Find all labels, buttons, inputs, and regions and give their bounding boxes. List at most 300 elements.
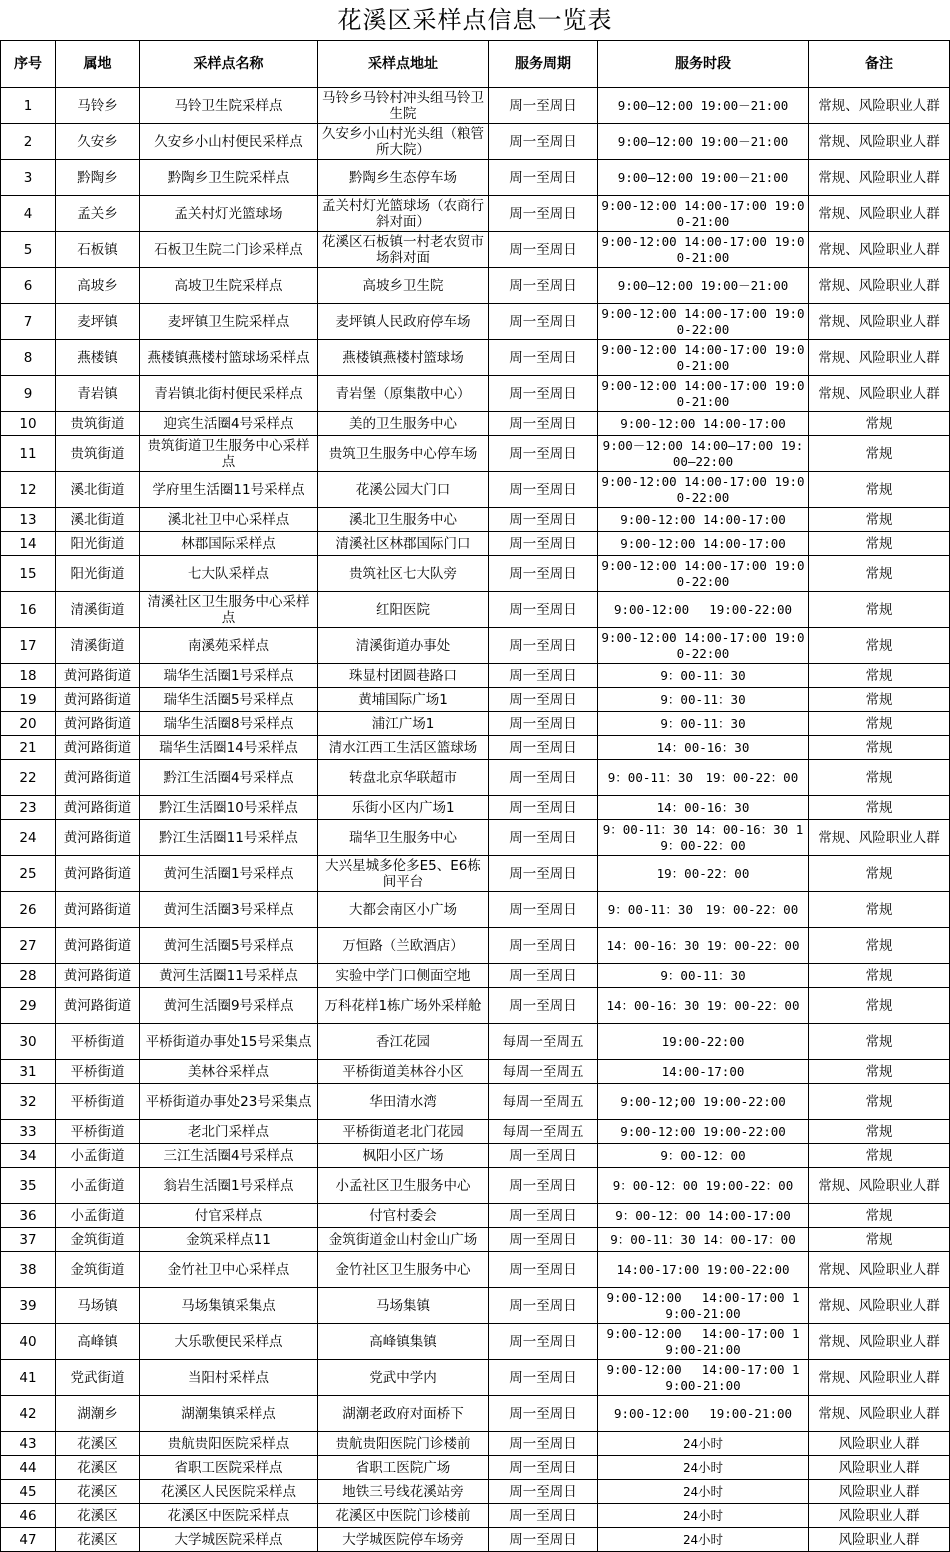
cell-service-hours: 9:00-12;00 19:00-22:00 — [598, 1084, 809, 1120]
cell-site-address: 清溪街道办事处 — [318, 628, 489, 664]
cell-index: 27 — [1, 928, 56, 964]
table-row — [1, 340, 950, 376]
table-row — [1, 760, 950, 796]
cell-remarks: 风险职业人群 — [809, 1432, 950, 1456]
cell-service-hours: 9：00-11：30 14：00-16：30 19：00-22：00 — [598, 820, 809, 856]
cell-index: 30 — [1, 1024, 56, 1060]
cell-remarks: 常规 — [809, 664, 950, 688]
cell-district: 马铃乡 — [56, 88, 140, 124]
cell-site-address: 贵筑卫生服务中心停车场 — [318, 436, 489, 472]
cell-service-days: 周一至周日 — [489, 1360, 598, 1396]
table-row — [1, 556, 950, 592]
cell-index: 45 — [1, 1480, 56, 1504]
cell-service-hours: 9:00-12:00 14:00-17:00 — [598, 412, 809, 436]
cell-remarks: 常规、风险职业人群 — [809, 196, 950, 232]
cell-index: 26 — [1, 892, 56, 928]
cell-district: 黄河路街道 — [56, 892, 140, 928]
cell-district: 黄河路街道 — [56, 928, 140, 964]
cell-remarks: 常规 — [809, 856, 950, 892]
cell-district: 黄河路街道 — [56, 796, 140, 820]
cell-site-name: 黄河生活圈3号采样点 — [140, 892, 318, 928]
cell-district: 高坡乡 — [56, 268, 140, 304]
cell-site-name: 瑞华生活圈5号采样点 — [140, 688, 318, 712]
cell-service-days: 周一至周日 — [489, 232, 598, 268]
cell-site-name: 迎宾生活圈4号采样点 — [140, 412, 318, 436]
cell-district: 黄河路街道 — [56, 664, 140, 688]
cell-index: 1 — [1, 88, 56, 124]
cell-remarks: 常规、风险职业人群 — [809, 1288, 950, 1324]
cell-service-hours: 24小时 — [598, 1480, 809, 1504]
table-row — [1, 1360, 950, 1396]
cell-index: 35 — [1, 1168, 56, 1204]
cell-service-days: 周一至周日 — [489, 556, 598, 592]
cell-site-address: 地铁三号线花溪站旁 — [318, 1480, 489, 1504]
cell-remarks: 常规 — [809, 1024, 950, 1060]
cell-service-days: 周一至周日 — [489, 1528, 598, 1552]
cell-district: 黄河路街道 — [56, 856, 140, 892]
cell-district: 阳光街道 — [56, 556, 140, 592]
sampling-points-table — [0, 40, 950, 1552]
header-service-hours: 服务时段 — [598, 41, 809, 88]
cell-service-days: 周一至周日 — [489, 688, 598, 712]
cell-service-days: 周一至周日 — [489, 1144, 598, 1168]
cell-service-days: 周一至周日 — [489, 1204, 598, 1228]
cell-service-hours: 14:00-17:00 19:00-22:00 — [598, 1252, 809, 1288]
cell-site-address: 马场集镇 — [318, 1288, 489, 1324]
cell-service-days: 周一至周日 — [489, 376, 598, 412]
cell-site-address: 花溪公园大门口 — [318, 472, 489, 508]
cell-district: 黄河路街道 — [56, 736, 140, 760]
cell-site-address: 香江花园 — [318, 1024, 489, 1060]
cell-service-days: 周一至周日 — [489, 664, 598, 688]
table-row — [1, 664, 950, 688]
cell-remarks: 常规 — [809, 472, 950, 508]
cell-service-days: 周一至周日 — [489, 160, 598, 196]
cell-remarks: 常规 — [809, 736, 950, 760]
cell-service-hours: 19:00-22:00 — [598, 1024, 809, 1060]
table-row — [1, 1504, 950, 1528]
cell-site-address: 金筑街道金山村金山广场 — [318, 1228, 489, 1252]
cell-remarks: 常规 — [809, 988, 950, 1024]
cell-site-address: 枫阳小区广场 — [318, 1144, 489, 1168]
cell-remarks: 常规 — [809, 1060, 950, 1084]
cell-index: 40 — [1, 1324, 56, 1360]
cell-service-days: 周一至周日 — [489, 268, 598, 304]
cell-district: 黄河路街道 — [56, 988, 140, 1024]
cell-district: 黄河路街道 — [56, 712, 140, 736]
cell-site-address: 华田清水湾 — [318, 1084, 489, 1120]
table-row — [1, 1084, 950, 1120]
cell-service-hours: 9：00-12：00 14:00-17:00 — [598, 1204, 809, 1228]
cell-site-address: 付官村委会 — [318, 1204, 489, 1228]
cell-remarks: 常规 — [809, 532, 950, 556]
table-row — [1, 1144, 950, 1168]
table-row — [1, 1204, 950, 1228]
cell-site-address: 党武中学内 — [318, 1360, 489, 1396]
cell-site-address: 清溪社区林郡国际门口 — [318, 532, 489, 556]
cell-remarks: 常规 — [809, 892, 950, 928]
cell-index: 10 — [1, 412, 56, 436]
cell-remarks: 常规 — [809, 796, 950, 820]
cell-site-name: 南溪苑采样点 — [140, 628, 318, 664]
cell-site-name: 清溪社区卫生服务中心采样点 — [140, 592, 318, 628]
cell-district: 贵筑街道 — [56, 436, 140, 472]
cell-service-hours: 9：00-12：00 — [598, 1144, 809, 1168]
cell-district: 黄河路街道 — [56, 688, 140, 712]
cell-index: 3 — [1, 160, 56, 196]
cell-index: 47 — [1, 1528, 56, 1552]
cell-district: 贵筑街道 — [56, 412, 140, 436]
table-row — [1, 268, 950, 304]
cell-remarks: 常规、风险职业人群 — [809, 1168, 950, 1204]
cell-district: 平桥街道 — [56, 1060, 140, 1084]
cell-district: 黄河路街道 — [56, 820, 140, 856]
table-row — [1, 1024, 950, 1060]
cell-remarks: 常规、风险职业人群 — [809, 340, 950, 376]
cell-service-hours: 9:00-12:00 14:00-17:00 19:00-21:00 — [598, 232, 809, 268]
cell-site-address: 大兴星城多伦多E5、E6栋间平台 — [318, 856, 489, 892]
cell-site-name: 林郡国际采样点 — [140, 532, 318, 556]
cell-site-name: 黔江生活圈11号采样点 — [140, 820, 318, 856]
cell-district: 马场镇 — [56, 1288, 140, 1324]
cell-index: 15 — [1, 556, 56, 592]
cell-site-name: 花溪区中医院采样点 — [140, 1504, 318, 1528]
cell-service-hours: 9:00-12:00 14:00-17:00 19:00-22:00 — [598, 628, 809, 664]
cell-site-name: 瑞华生活圈1号采样点 — [140, 664, 318, 688]
cell-site-address: 花溪区中医院门诊楼前 — [318, 1504, 489, 1528]
cell-service-hours: 9:00-12:00 19:00-21:00 — [598, 1396, 809, 1432]
cell-site-name: 久安乡小山村便民采样点 — [140, 124, 318, 160]
cell-site-name: 瑞华生活圈14号采样点 — [140, 736, 318, 760]
table-row — [1, 436, 950, 472]
cell-index: 19 — [1, 688, 56, 712]
cell-district: 高峰镇 — [56, 1324, 140, 1360]
cell-remarks: 常规、风险职业人群 — [809, 1396, 950, 1432]
cell-index: 14 — [1, 532, 56, 556]
cell-service-hours: 9:00-12:00 14:00-17:00 19:00-22:00 — [598, 304, 809, 340]
cell-remarks: 常规、风险职业人群 — [809, 1324, 950, 1360]
cell-site-name: 金筑采样点11 — [140, 1228, 318, 1252]
cell-remarks: 常规 — [809, 1120, 950, 1144]
cell-district: 青岩镇 — [56, 376, 140, 412]
cell-service-days: 周一至周日 — [489, 760, 598, 796]
table-row — [1, 856, 950, 892]
cell-site-name: 高坡卫生院采样点 — [140, 268, 318, 304]
cell-service-hours: 9：00-11：30 19：00-22：00 — [598, 892, 809, 928]
cell-site-address: 万恒路（兰欧酒店） — [318, 928, 489, 964]
cell-remarks: 常规、风险职业人群 — [809, 88, 950, 124]
cell-district: 溪北街道 — [56, 508, 140, 532]
cell-service-hours: 9：00-11：30 14：00-17：00 — [598, 1228, 809, 1252]
header-site-name: 采样点名称 — [140, 41, 318, 88]
cell-service-hours: 9:00—12:00 19:00－21:00 — [598, 124, 809, 160]
cell-remarks: 风险职业人群 — [809, 1456, 950, 1480]
cell-district: 清溪街道 — [56, 628, 140, 664]
cell-remarks: 常规 — [809, 1228, 950, 1252]
table-row — [1, 1480, 950, 1504]
cell-service-hours: 14：00-16：30 — [598, 736, 809, 760]
cell-service-days: 周一至周日 — [489, 964, 598, 988]
cell-site-address: 清水江西工生活区篮球场 — [318, 736, 489, 760]
cell-district: 平桥街道 — [56, 1120, 140, 1144]
cell-index: 22 — [1, 760, 56, 796]
table-row — [1, 628, 950, 664]
cell-remarks: 常规 — [809, 964, 950, 988]
cell-remarks: 常规、风险职业人群 — [809, 160, 950, 196]
cell-service-days: 周一至周日 — [489, 1480, 598, 1504]
cell-site-name: 溪北社卫中心采样点 — [140, 508, 318, 532]
cell-site-address: 转盘北京华联超市 — [318, 760, 489, 796]
cell-district: 党武街道 — [56, 1360, 140, 1396]
cell-service-days: 周一至周日 — [489, 856, 598, 892]
cell-service-days: 周一至周日 — [489, 1324, 598, 1360]
cell-site-address: 孟关村灯光篮球场（农商行斜对面） — [318, 196, 489, 232]
table-header-row — [1, 41, 950, 88]
cell-index: 31 — [1, 1060, 56, 1084]
cell-index: 33 — [1, 1120, 56, 1144]
cell-service-days: 周一至周日 — [489, 532, 598, 556]
cell-site-address: 瑞华卫生服务中心 — [318, 820, 489, 856]
cell-remarks: 常规 — [809, 628, 950, 664]
cell-site-name: 贵航贵阳医院采样点 — [140, 1432, 318, 1456]
cell-site-name: 黄河生活圈11号采样点 — [140, 964, 318, 988]
cell-remarks: 常规、风险职业人群 — [809, 124, 950, 160]
header-remarks: 备注 — [809, 41, 950, 88]
cell-site-name: 三江生活圈4号采样点 — [140, 1144, 318, 1168]
cell-site-address: 省职工医院广场 — [318, 1456, 489, 1480]
cell-index: 36 — [1, 1204, 56, 1228]
cell-site-address: 红阳医院 — [318, 592, 489, 628]
cell-remarks: 常规 — [809, 1084, 950, 1120]
cell-site-name: 青岩镇北街村便民采样点 — [140, 376, 318, 412]
table-row — [1, 124, 950, 160]
cell-district: 花溪区 — [56, 1480, 140, 1504]
cell-district: 小孟街道 — [56, 1204, 140, 1228]
cell-district: 麦坪镇 — [56, 304, 140, 340]
cell-index: 42 — [1, 1396, 56, 1432]
cell-remarks: 常规 — [809, 1204, 950, 1228]
cell-service-days: 周一至周日 — [489, 124, 598, 160]
table-row — [1, 1288, 950, 1324]
table-row — [1, 1252, 950, 1288]
cell-district: 花溪区 — [56, 1528, 140, 1552]
table-row — [1, 1228, 950, 1252]
cell-site-name: 黔江生活圈4号采样点 — [140, 760, 318, 796]
cell-remarks: 常规 — [809, 412, 950, 436]
cell-service-hours: 9:00-12:00 14:00-17:00 19:00-21:00 — [598, 196, 809, 232]
cell-site-name: 瑞华生活圈8号采样点 — [140, 712, 318, 736]
cell-site-address: 平桥街道美林谷小区 — [318, 1060, 489, 1084]
cell-index: 34 — [1, 1144, 56, 1168]
cell-service-days: 周一至周日 — [489, 628, 598, 664]
table-row — [1, 88, 950, 124]
cell-site-address: 贵筑社区七大队旁 — [318, 556, 489, 592]
table-row — [1, 820, 950, 856]
cell-site-address: 平桥街道老北门花园 — [318, 1120, 489, 1144]
cell-site-address: 万科花样1栋广场外采样舱 — [318, 988, 489, 1024]
cell-district: 燕楼镇 — [56, 340, 140, 376]
cell-service-days: 周一至周日 — [489, 88, 598, 124]
cell-remarks: 常规 — [809, 592, 950, 628]
cell-district: 孟关乡 — [56, 196, 140, 232]
table-row — [1, 1120, 950, 1144]
cell-service-hours: 14:00-17:00 — [598, 1060, 809, 1084]
cell-service-hours: 19：00-22：00 — [598, 856, 809, 892]
table-row — [1, 688, 950, 712]
cell-district: 花溪区 — [56, 1456, 140, 1480]
cell-district: 黄河路街道 — [56, 760, 140, 796]
cell-index: 5 — [1, 232, 56, 268]
table-row — [1, 988, 950, 1024]
table-body — [1, 88, 950, 1552]
cell-site-name: 燕楼镇燕楼村篮球场采样点 — [140, 340, 318, 376]
cell-site-name: 平桥街道办事处15号采集点 — [140, 1024, 318, 1060]
cell-service-days: 周一至周日 — [489, 1504, 598, 1528]
cell-service-hours: 24小时 — [598, 1456, 809, 1480]
cell-service-days: 每周一至周五 — [489, 1084, 598, 1120]
cell-district: 黄河路街道 — [56, 964, 140, 988]
cell-index: 29 — [1, 988, 56, 1024]
cell-service-days: 周一至周日 — [489, 892, 598, 928]
cell-service-days: 周一至周日 — [489, 1252, 598, 1288]
cell-index: 13 — [1, 508, 56, 532]
cell-site-name: 大乐歌便民采样点 — [140, 1324, 318, 1360]
cell-site-address: 久安乡小山村光头组（粮管所大院） — [318, 124, 489, 160]
cell-service-hours: 14：00-16：30 19：00-22：00 — [598, 928, 809, 964]
table-row — [1, 1432, 950, 1456]
cell-service-days: 周一至周日 — [489, 928, 598, 964]
table-row — [1, 736, 950, 760]
cell-index: 18 — [1, 664, 56, 688]
cell-remarks: 常规 — [809, 436, 950, 472]
cell-index: 23 — [1, 796, 56, 820]
table-row — [1, 1528, 950, 1552]
cell-index: 46 — [1, 1504, 56, 1528]
cell-site-name: 贵筑街道卫生服务中心采样点 — [140, 436, 318, 472]
cell-service-days: 周一至周日 — [489, 1228, 598, 1252]
cell-index: 24 — [1, 820, 56, 856]
cell-district: 久安乡 — [56, 124, 140, 160]
cell-index: 2 — [1, 124, 56, 160]
cell-site-name: 大学城医院采样点 — [140, 1528, 318, 1552]
cell-service-days: 周一至周日 — [489, 736, 598, 760]
cell-remarks: 常规、风险职业人群 — [809, 1360, 950, 1396]
cell-index: 12 — [1, 472, 56, 508]
cell-site-address: 黄埔国际广场1 — [318, 688, 489, 712]
table-row — [1, 412, 950, 436]
cell-service-days: 周一至周日 — [489, 340, 598, 376]
table-row — [1, 472, 950, 508]
header-index: 序号 — [1, 41, 56, 88]
table-row — [1, 160, 950, 196]
cell-service-hours: 9:00-12:00 14:00-17:00 19:00-21:00 — [598, 376, 809, 412]
cell-service-hours: 9:00—12:00 19:00－21:00 — [598, 88, 809, 124]
cell-service-days: 每周一至周五 — [489, 1024, 598, 1060]
cell-service-hours: 14：00-16：30 19：00-22：00 — [598, 988, 809, 1024]
cell-site-address: 马铃乡马铃村冲头组马铃卫生院 — [318, 88, 489, 124]
cell-site-name: 黄河生活圈1号采样点 — [140, 856, 318, 892]
cell-service-hours: 9:00—12:00 19:00－21:00 — [598, 268, 809, 304]
cell-remarks: 风险职业人群 — [809, 1480, 950, 1504]
cell-service-hours: 9:00-12:00 19:00-22:00 — [598, 1120, 809, 1144]
cell-district: 黔陶乡 — [56, 160, 140, 196]
cell-index: 16 — [1, 592, 56, 628]
table-row — [1, 892, 950, 928]
cell-index: 4 — [1, 196, 56, 232]
table-row — [1, 508, 950, 532]
cell-site-name: 麦坪镇卫生院采样点 — [140, 304, 318, 340]
cell-index: 7 — [1, 304, 56, 340]
cell-index: 21 — [1, 736, 56, 760]
cell-index: 43 — [1, 1432, 56, 1456]
table-row — [1, 232, 950, 268]
cell-service-hours: 9:00—12:00 19:00－21:00 — [598, 160, 809, 196]
cell-service-hours: 9:00-12:00 14:00-17:00 19:00-21:00 — [598, 1360, 809, 1396]
table-row — [1, 1060, 950, 1084]
cell-district: 金筑街道 — [56, 1228, 140, 1252]
cell-index: 28 — [1, 964, 56, 988]
cell-service-days: 周一至周日 — [489, 196, 598, 232]
cell-site-name: 付官采样点 — [140, 1204, 318, 1228]
cell-service-days: 周一至周日 — [489, 1396, 598, 1432]
cell-site-address: 贵航贵阳医院门诊楼前 — [318, 1432, 489, 1456]
cell-remarks: 常规、风险职业人群 — [809, 376, 950, 412]
cell-site-name: 湖潮集镇采样点 — [140, 1396, 318, 1432]
table-row — [1, 592, 950, 628]
cell-site-name: 当阳村采样点 — [140, 1360, 318, 1396]
cell-service-days: 周一至周日 — [489, 412, 598, 436]
cell-district: 平桥街道 — [56, 1084, 140, 1120]
cell-district: 平桥街道 — [56, 1024, 140, 1060]
cell-remarks: 常规、风险职业人群 — [809, 232, 950, 268]
cell-site-address: 大都会南区小广场 — [318, 892, 489, 928]
table-row — [1, 304, 950, 340]
cell-site-address: 金竹社区卫生服务中心 — [318, 1252, 489, 1288]
cell-site-name: 黔江生活圈10号采样点 — [140, 796, 318, 820]
cell-site-name: 平桥街道办事处23号采集点 — [140, 1084, 318, 1120]
cell-service-hours: 24小时 — [598, 1432, 809, 1456]
cell-site-address: 浦江广场1 — [318, 712, 489, 736]
cell-district: 清溪街道 — [56, 592, 140, 628]
cell-remarks: 常规 — [809, 688, 950, 712]
cell-service-days: 周一至周日 — [489, 508, 598, 532]
cell-service-hours: 9:00-12:00 14:00-17:00 19:00-21:00 — [598, 340, 809, 376]
cell-site-address: 燕楼镇燕楼村篮球场 — [318, 340, 489, 376]
header-district: 属地 — [56, 41, 140, 88]
table-row — [1, 1456, 950, 1480]
cell-service-hours: 9:00-12:00 14:00-17:00 19:00-22:00 — [598, 556, 809, 592]
cell-site-name: 美林谷采样点 — [140, 1060, 318, 1084]
cell-service-days: 周一至周日 — [489, 820, 598, 856]
cell-site-address: 实验中学门口侧面空地 — [318, 964, 489, 988]
cell-site-address: 溪北卫生服务中心 — [318, 508, 489, 532]
cell-district: 金筑街道 — [56, 1252, 140, 1288]
table-row — [1, 712, 950, 736]
cell-index: 11 — [1, 436, 56, 472]
cell-site-address: 珠显村团圆巷路口 — [318, 664, 489, 688]
cell-remarks: 风险职业人群 — [809, 1528, 950, 1552]
cell-remarks: 常规 — [809, 928, 950, 964]
cell-service-hours: 9:00-12:00 19:00-22:00 — [598, 592, 809, 628]
cell-service-hours: 9：00-11：30 — [598, 664, 809, 688]
table-row — [1, 964, 950, 988]
cell-remarks: 常规、风险职业人群 — [809, 304, 950, 340]
cell-remarks: 常规 — [809, 1144, 950, 1168]
cell-site-name: 学府里生活圈11号采样点 — [140, 472, 318, 508]
cell-service-days: 周一至周日 — [489, 988, 598, 1024]
cell-index: 32 — [1, 1084, 56, 1120]
cell-site-name: 马铃卫生院采样点 — [140, 88, 318, 124]
